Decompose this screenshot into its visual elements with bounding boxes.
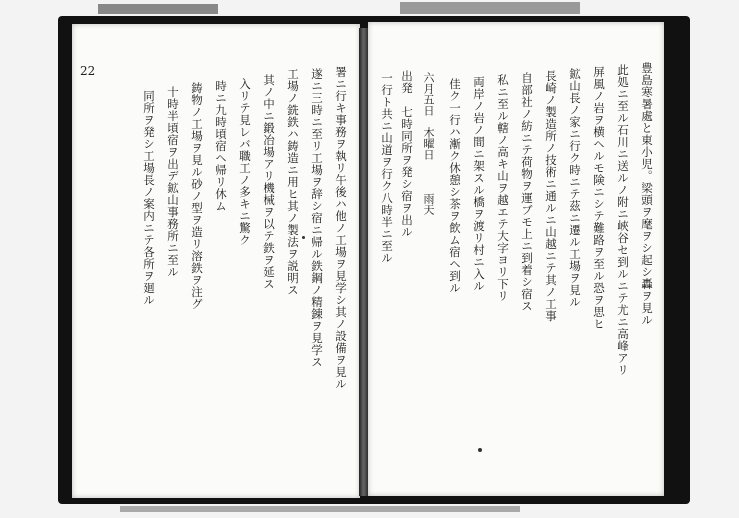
- scan-smudge-bottom: [120, 506, 520, 512]
- left-col-9: 同所ヲ発シ工場長ノ案内ニテ各所ヲ廻ル: [142, 90, 156, 306]
- right-col-5: 長崎ノ製造所ノ技術ニ通ルニ山越ニテ其ノ工事: [544, 70, 558, 322]
- right-col-6: 自部社ノ紡ニテ荷物ヲ運ブモ上ニ到着シ宿ス: [520, 72, 534, 312]
- left-page: [72, 24, 360, 498]
- left-col-4: 其ノ中ニ鍛冶場アリ機械ヲ以テ鉄ヲ延ス: [262, 74, 276, 290]
- right-col-9: 佳ク一行ハ漸ク休憩シ茶ヲ飲ム宿ヘ到ル: [448, 78, 462, 294]
- right-col-3: 屏風ノ岩ヲ横ヘルモ険ニシテ難路ヲ至ル恐ヲ思ヒ: [592, 66, 606, 330]
- left-col-1: 署ニ行キ事務ヲ執リ午後ハ他ノ工場ヲ見学シ其ノ設備ヲ見ル: [334, 66, 348, 390]
- right-col-1: 豊島寒暑處と東小児。梁頭ヲ麾ヲシ起シ轟ヲ見ル: [640, 62, 654, 326]
- entry-col-1: 出発 七時同所ヲ発シ宿ヲ出ル: [400, 70, 414, 238]
- page-number: 22: [80, 64, 96, 78]
- right-page: [368, 22, 664, 496]
- entry-col-2: 一行ト共ニ山道ヲ行ク八時半ニ至ル: [380, 72, 394, 264]
- left-col-3: 工場ノ銑鉄ハ鋳造ニ用ヒ其ノ製法ヲ説明ス: [286, 68, 300, 296]
- scan-smudge-top-right: [400, 2, 580, 14]
- scan-smudge-top: [98, 4, 218, 14]
- right-col-4: 鉱山長ノ家ニ行ク時ニテ茲ニ遷ル工場ヲ見ル: [568, 68, 582, 308]
- right-col-8: 両岸ノ岩ノ間ニ架スル橋ヲ渡リ村ニ入ル: [472, 76, 486, 292]
- left-col-8: 十時半頃宿ヲ出デ鉱山事務所ニ至ル: [166, 86, 180, 278]
- left-col-5: 入リテ見レバ職工ノ多キニ驚ク: [238, 78, 252, 246]
- entry-date-header: 六月五日 木曜日 雨天: [422, 72, 435, 215]
- right-col-2: 此処ニ至ル石川ニ送ルノ附ニ峽谷セ到ルニテ尤ニ高峰アリ: [616, 64, 630, 376]
- left-col-6: 時ニ九時頃宿ヘ帰リ休ム: [214, 80, 228, 212]
- left-col-2: 遂ニ三時ニ至リ工場ヲ辞シ宿ニ帰ル鉄鋼ノ精錬ヲ見学ス: [310, 68, 324, 368]
- ink-speck: [478, 448, 482, 452]
- right-col-7: 私ニ至ル轄ノ高キ山ヲ越エテ大字ヨリ下リ: [496, 74, 510, 302]
- left-col-7: 鋳物ノ工場ヲ見ル砂ノ型ヲ造リ溶鉄ヲ注グ: [190, 82, 204, 310]
- ink-speck: [302, 236, 305, 239]
